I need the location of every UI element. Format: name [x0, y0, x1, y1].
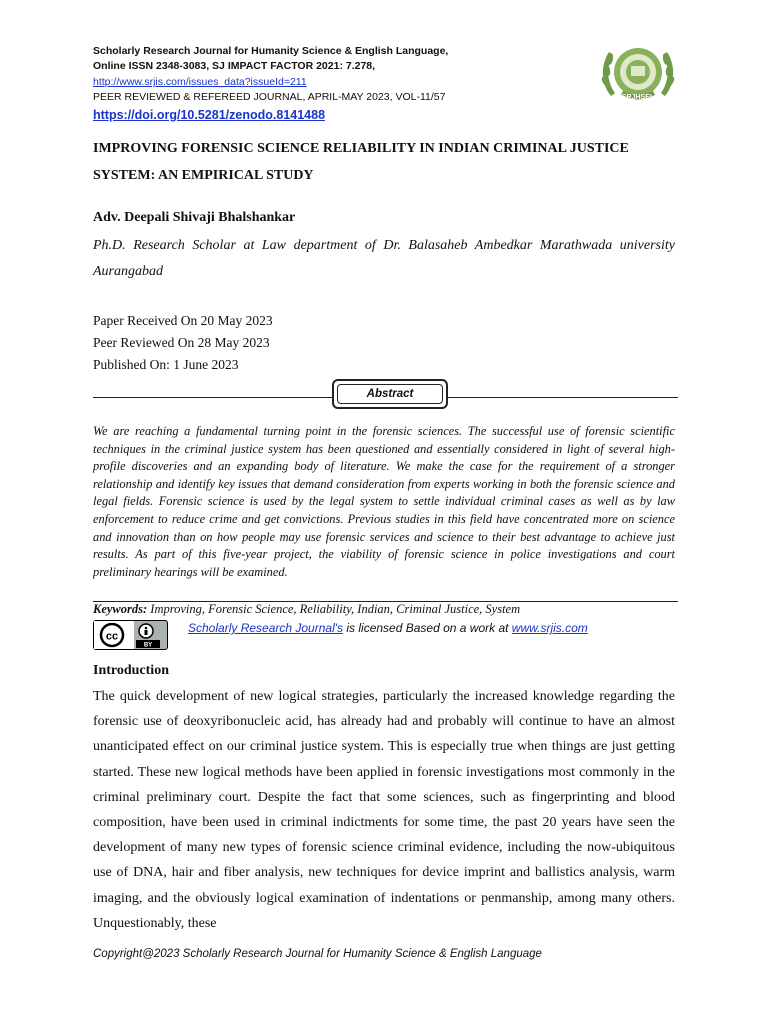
license-middle-text: is licensed Based on a work at	[343, 621, 512, 635]
introduction-text: The quick development of new logical strategies, particularly the increased knowledge regarding the forensic use of deoxyribonucleic acid, has already had and probably will continue to have an almost unanticipated effect on our criminal justice system. This is especially true when things are just getting started. These new logical methods have been applied in forensic investigations most commonly in the criminal preliminary court. Despite the fact that some sciences, such as fingerprinting and blood composition, have been used in criminal indictments for some time, the past 20 years have seen the development of many new types of forensic science criminal evidence, including the now-ubiquitous use of DNA, hair and fiber analysis, new techniques for device imprint and ballistics analysis, warm imaging, and the obviously logical examination of indentations or penmanship, among many others. Unquestionably, these	[93, 689, 675, 931]
abstract-label: Abstract	[337, 384, 443, 404]
copyright-footer: Copyright@2023 Scholarly Research Journal for Humanity Science & English Language	[93, 948, 542, 960]
abstract-text: We are reaching a fundamental turning point in the forensic sciences. The successful use of forensic scientific techniques in the criminal justice system has been questioned and essentially considered in light of several high-profile discoveries and an expanding body of literature. We make the case for the requirement of a stronger relationship and identify key issues that demand consideration from experts working in both the forensic science and legal fields. Forensic science is used by the legal system to settle individual criminal cases as well as by law enforcement to reduce crime and get convictions. Previous studies in this field have concentrated more on science and innovation than on how people may use forensic services and science to their best advantage to achieve just results. As part of this five-year project, the viability of forensic science in police investigations and court preliminary hearings will be examined.	[93, 424, 675, 579]
reviewed-date: Peer Reviewed On 28 May 2023	[93, 335, 270, 350]
abstract-rule-left	[93, 397, 332, 398]
svg-text:SRJHSEL: SRJHSEL	[621, 94, 655, 101]
journal-license-link[interactable]: Scholarly Research Journal's	[188, 621, 344, 635]
site-link[interactable]: www.srjis.com	[511, 621, 588, 635]
peer-review-line: PEER REVIEWED & REFEREED JOURNAL, APRIL-MAY 2023, VOL-11/57	[93, 91, 446, 103]
cc-by-license-badge[interactable]	[93, 620, 168, 650]
abstract-rule-right	[448, 397, 678, 398]
journal-name: Scholarly Research Journal for Humanity Science & English Language,	[93, 45, 449, 57]
published-date: Published On: 1 June 2023	[93, 357, 239, 372]
issue-url-link[interactable]: http://www.srjis.com/issues_data?issueId=211	[93, 76, 307, 88]
received-date: Paper Received On 20 May 2023	[93, 313, 273, 328]
license-statement	[188, 621, 588, 635]
author-affiliation: Ph.D. Research Scholar at Law department of Dr. Balasaheb Ambedkar Marathwada university Aurangabad	[93, 238, 675, 279]
author-name: Adv. Deepali Shivaji Bhalshankar	[93, 210, 296, 225]
keywords-label: Keywords:	[93, 602, 148, 616]
journal-issn: Online ISSN 2348-3083, SJ IMPACT FACTOR 2021: 7.278,	[93, 60, 376, 72]
keywords-text: Improving, Forensic Science, Reliability, Indian, Criminal Justice, System	[147, 602, 521, 616]
svg-text:BY: BY	[143, 642, 153, 649]
introduction-heading: Introduction	[93, 663, 169, 678]
doi-link[interactable]: https://doi.org/10.5281/zenodo.8141488	[93, 108, 326, 122]
journal-seal-logo	[597, 40, 679, 108]
paper-dates	[93, 310, 273, 376]
keywords-line	[93, 602, 520, 617]
paper-title: IMPROVING FORENSIC SCIENCE RELIABILITY IN INDIAN CRIMINAL JUSTICE SYSTEM: AN EMPIRICAL STUDY	[93, 141, 629, 183]
abstract-label-box	[332, 379, 448, 409]
svg-text:cc: cc	[105, 630, 119, 643]
